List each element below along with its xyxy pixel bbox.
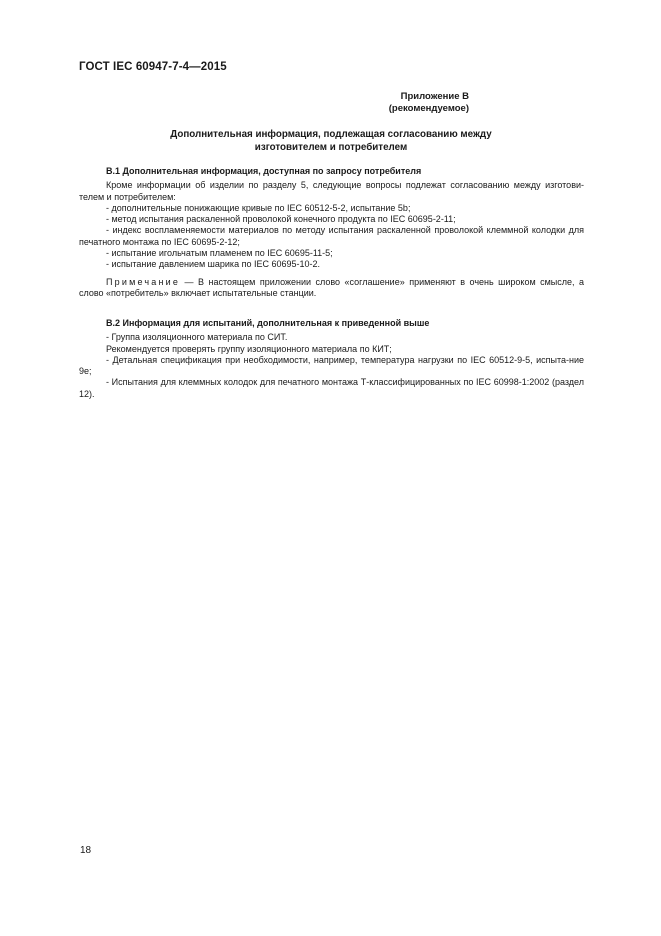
b1-item-1: - дополнительные понижающие кривые по IEC 60512-5-2, испытание 5b; [106, 202, 411, 213]
note-text: — В настоящем приложении слово «соглашение» применяют в очень широком смысле, а слово «потребитель» включает испытательные станции. [79, 276, 584, 298]
b1-item-3: - индекс воспламеняемости материалов по методу испытания раскаленной проволокой клеммной колодки для печатного монтажа по IEC 60695-2-12; [79, 225, 584, 247]
section-b1 [79, 166, 584, 299]
section-b2 [79, 318, 584, 400]
b1-item-5: - испытание давлением шарика по IEC 60695-10-2. [106, 259, 320, 270]
b2-item-2: Рекомендуется проверять группу изоляционного материала по КИТ; [106, 343, 392, 354]
b2-item-3: - Детальная спецификация при необходимости, например, температура нагрузки по IEC 60512-9-5, испыта-ние 9е; [79, 354, 584, 377]
b1-item-4: - испытание игольчатым пламенем по IEC 60695-11-5; [106, 248, 333, 259]
section-title [80, 129, 582, 154]
section-title-line-1: Дополнительная информация, подлежащая согласованию между [170, 129, 492, 140]
document-id: ГОСТ IEC 60947-7-4—2015 [79, 61, 227, 73]
b2-heading: В.2 Информация для испытаний, дополнительная к приведенной выше [106, 318, 430, 328]
b2-item-4: - Испытания для клеммных колодок для печатного монтажа Т-классифицированных по IEC 60998-1:2002 (раздел 12). [79, 377, 584, 399]
note-label: Примечание [106, 276, 181, 287]
b1-heading: В.1 Дополнительная информация, доступная по запросу потребителя [106, 166, 422, 176]
b1-note [79, 277, 584, 300]
page-number: 18 [80, 845, 92, 856]
b2-item-1: - Группа изоляционного материала по СИТ. [106, 332, 288, 343]
annex-status: (рекомендуемое) [388, 102, 469, 114]
b1-item-2: - метод испытания раскаленной проволокой конечного продукта по IEC 60695-2-11; [106, 214, 456, 225]
section-title-line-2: изготовителем и потребителем [254, 141, 408, 153]
annex-heading [80, 91, 582, 114]
annex-title: Приложение В [400, 91, 469, 102]
b1-intro: Кроме информации об изделии по разделу 5, следующие вопросы подлежат согласованию между изготови-телем и потребителем: [79, 180, 584, 202]
